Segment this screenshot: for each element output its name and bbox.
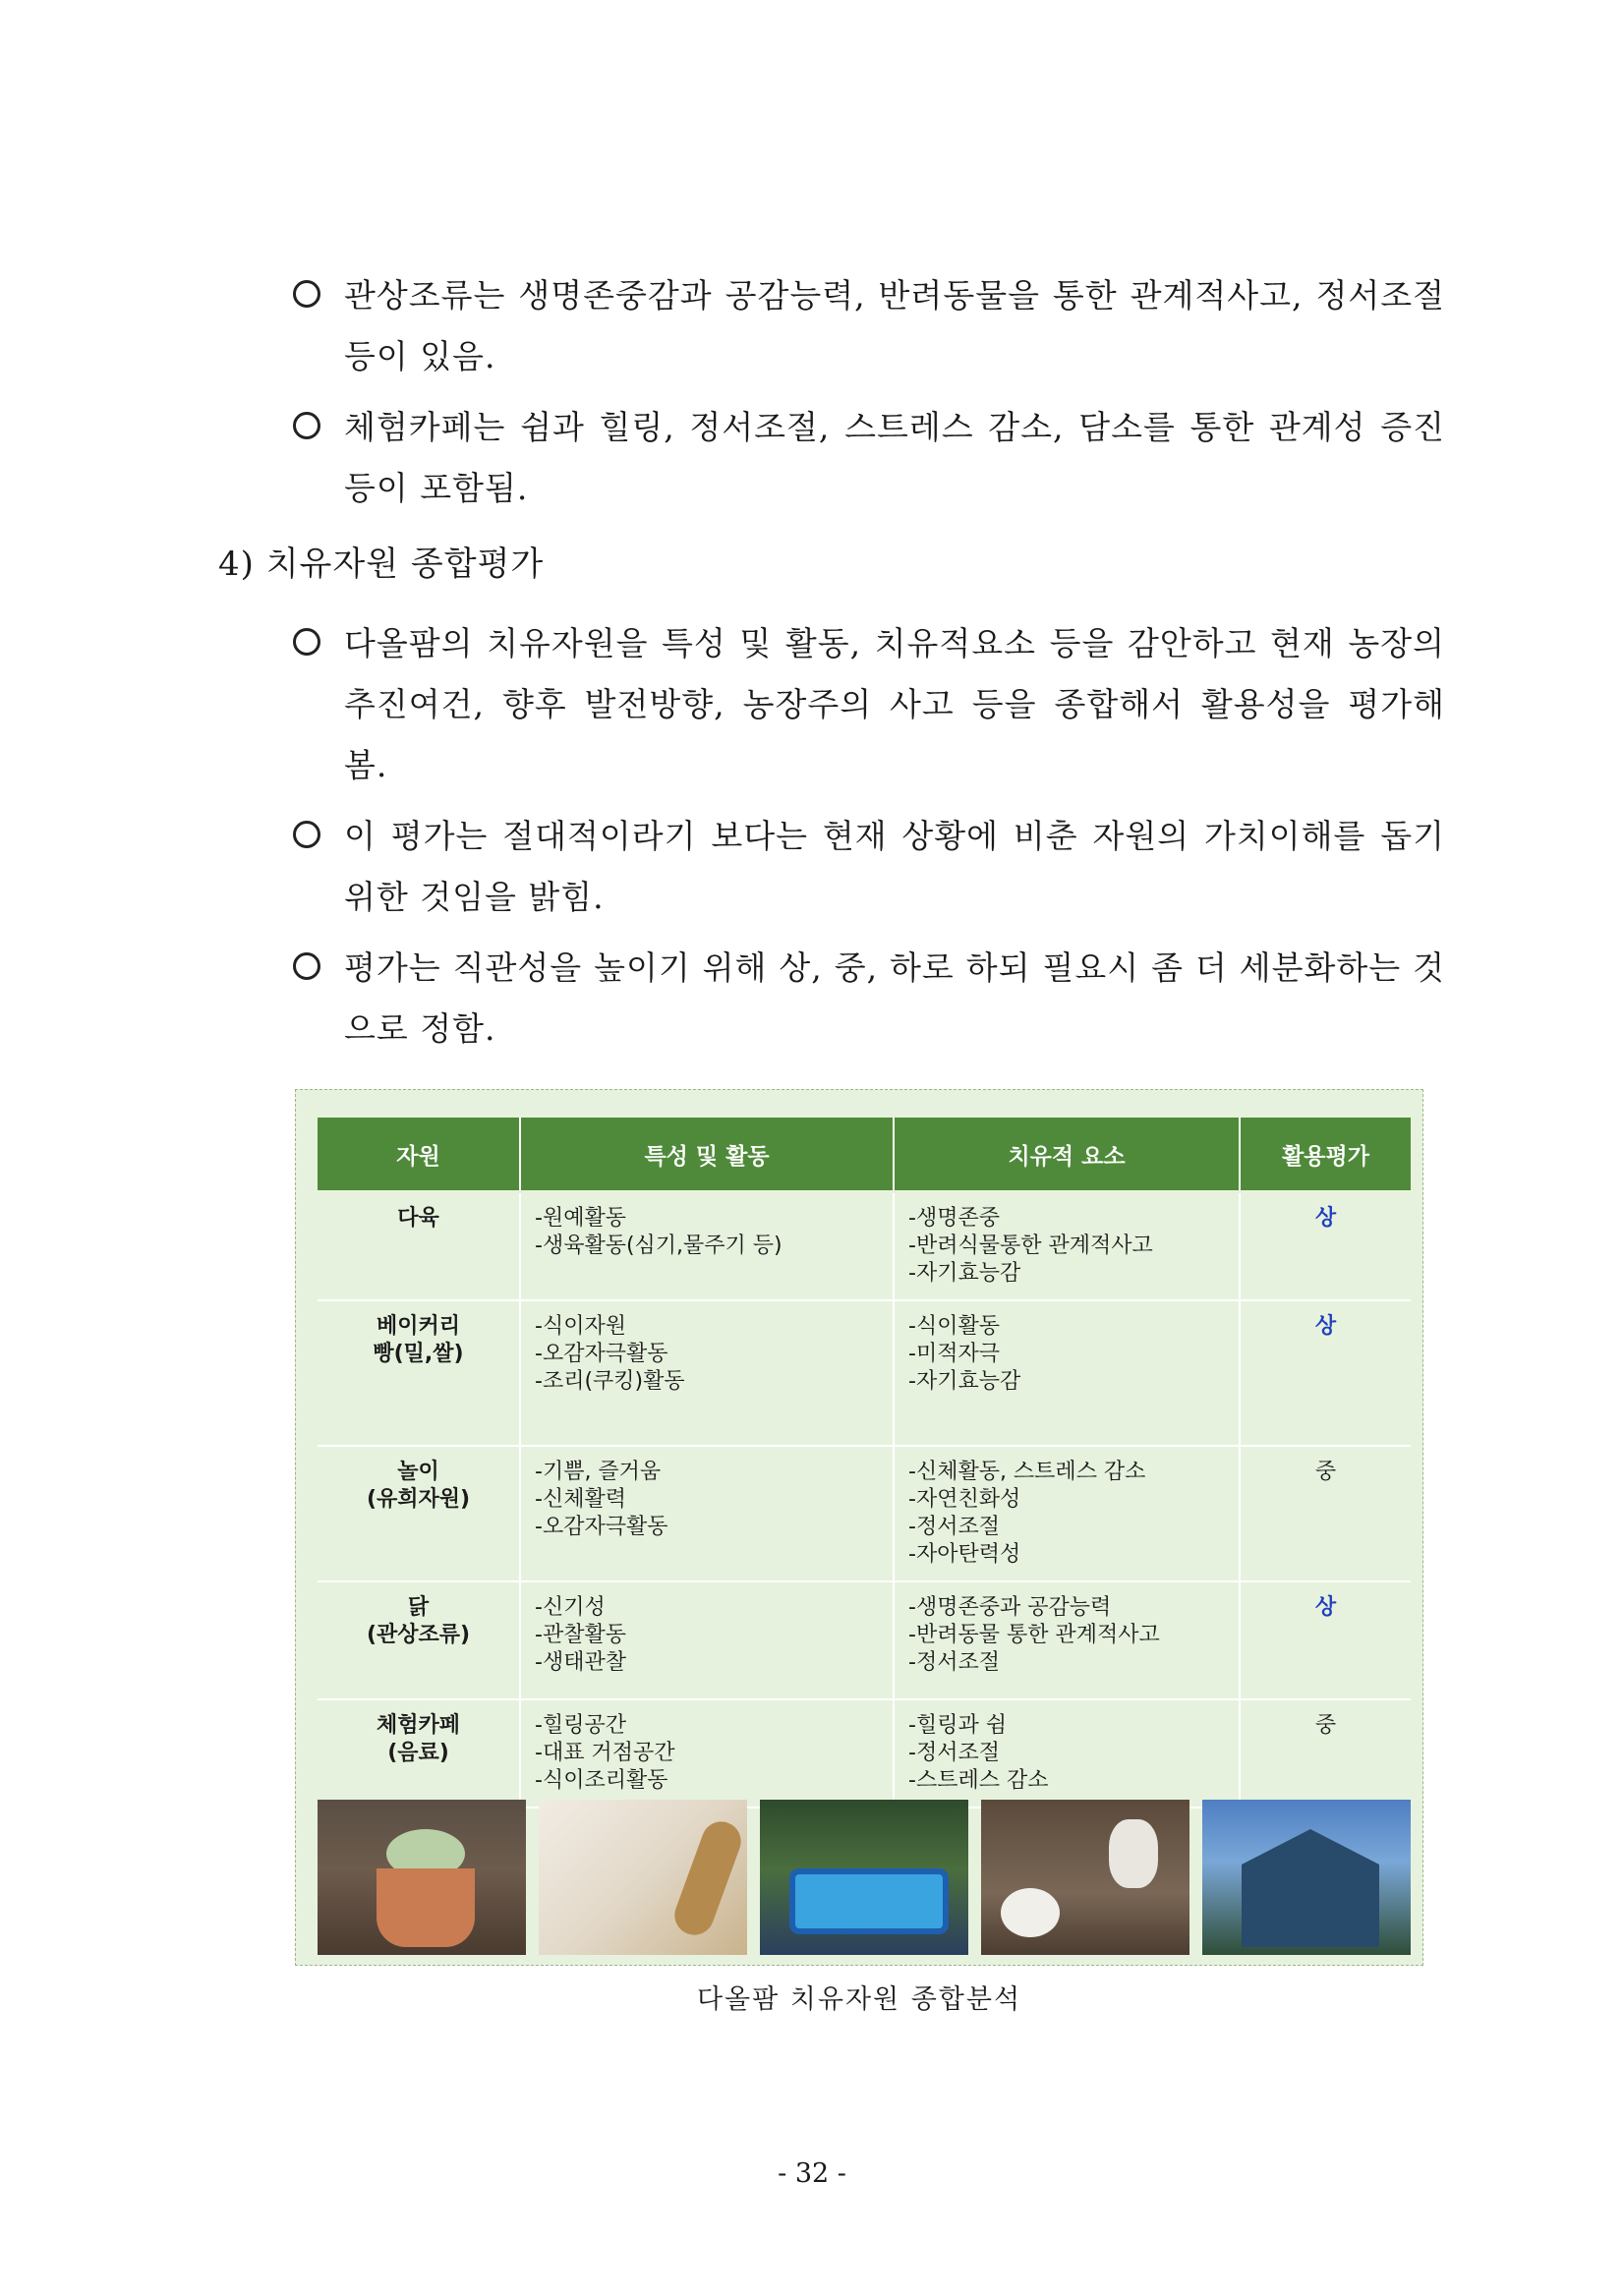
features-cell bbox=[520, 1699, 894, 1808]
healing-elements-cell-line: -신체활동, 스트레스 감소 bbox=[908, 1460, 1146, 1484]
play-pool-photo bbox=[760, 1800, 968, 1955]
chickens-photo bbox=[981, 1800, 1189, 1955]
evaluation-cell: 상 bbox=[1240, 1300, 1411, 1446]
column-header: 치유적 요소 bbox=[894, 1118, 1240, 1192]
bullet-text: 이 평가는 절대적이라기 보다는 현재 상황에 비춘 자원의 가치이해를 돕기위한 것임을 밝힘. bbox=[344, 817, 1445, 916]
evaluation-cell: 상 bbox=[1240, 1192, 1411, 1301]
healing-elements-cell-line: -반려식물통한 관계적사고 bbox=[908, 1234, 1153, 1258]
resource-name-cell bbox=[318, 1699, 520, 1808]
healing-elements-cell-line: -반려동물 통한 관계적사고 bbox=[908, 1623, 1160, 1647]
succulent-pot-photo bbox=[318, 1800, 526, 1955]
features-cell-line: -오감자극활동 bbox=[535, 1515, 668, 1539]
features-cell-line: -힐링공간 bbox=[535, 1713, 626, 1738]
figure-caption: 다올팜 치유자원 종합분석 bbox=[696, 1984, 1022, 2015]
features-cell-line: -식이자원 bbox=[535, 1314, 626, 1339]
healing-elements-cell-line: -자아탄력성 bbox=[908, 1542, 1021, 1567]
photo-strip bbox=[318, 1800, 1411, 1955]
circle-bullet-icon bbox=[293, 952, 320, 980]
healing-elements-cell-line: -자연친화성 bbox=[908, 1487, 1021, 1512]
table-row bbox=[318, 1192, 1411, 1301]
healing-elements-cell bbox=[894, 1446, 1240, 1581]
healing-elements-cell bbox=[894, 1192, 1240, 1301]
healing-elements-cell-line: -식이활동 bbox=[908, 1314, 1000, 1339]
features-cell-line: -신기성 bbox=[535, 1595, 606, 1620]
features-cell-line: -관찰활동 bbox=[535, 1623, 626, 1647]
bullet-text: 관상조류는 생명존중감과 공감능력, 반려동물을 통한 관계적사고, 정서조절 등이 있음. bbox=[344, 276, 1445, 375]
resource-name-cell bbox=[318, 1300, 520, 1446]
resource-name-cell bbox=[318, 1446, 520, 1581]
cafe-building-photo bbox=[1202, 1800, 1411, 1955]
features-cell-line: -식이조리활동 bbox=[535, 1768, 668, 1793]
bullet-paragraph bbox=[293, 613, 1445, 796]
features-cell-line: -생태관찰 bbox=[535, 1650, 626, 1675]
bullet-text: 체험카페는 쉼과 힐링, 정서조절, 스트레스 감소, 담소를 통한 관계성 증진 등이 포함됨. bbox=[344, 408, 1445, 507]
features-cell-line: -원예활동 bbox=[535, 1206, 626, 1231]
features-cell-line: -신체활력 bbox=[535, 1487, 626, 1512]
healing-elements-cell-line: -생명존중과 공감능력 bbox=[908, 1595, 1112, 1620]
bullet-paragraph bbox=[293, 265, 1445, 387]
bullet-text: 평가는 직관성을 높이기 위해 상, 중, 하로 하되 필요시 좀 더 세분화하는 것으로 정함. bbox=[344, 948, 1445, 1048]
features-cell bbox=[520, 1192, 894, 1301]
circle-bullet-icon bbox=[293, 412, 320, 439]
flour-wheat-photo bbox=[539, 1800, 747, 1955]
circle-bullet-icon bbox=[293, 628, 320, 656]
healing-elements-cell bbox=[894, 1699, 1240, 1808]
bullet-paragraph bbox=[293, 397, 1445, 519]
circle-bullet-icon bbox=[293, 821, 320, 848]
healing-elements-cell-line: -미적자극 bbox=[908, 1342, 1000, 1366]
table-row bbox=[318, 1699, 1411, 1808]
resource-name-cell-line: (유희자원) bbox=[366, 1487, 471, 1512]
table-row bbox=[318, 1446, 1411, 1581]
healing-elements-cell-line: -생명존중 bbox=[908, 1206, 1000, 1231]
page-number: - 32 - bbox=[778, 2158, 846, 2189]
healing-elements-cell-line: -정서조절 bbox=[908, 1650, 1000, 1675]
healing-elements-cell-line: -정서조절 bbox=[908, 1515, 1000, 1539]
circle-bullet-icon bbox=[293, 280, 320, 308]
features-cell-line: -오감자극활동 bbox=[535, 1342, 668, 1366]
bullet-paragraph bbox=[293, 806, 1445, 928]
healing-elements-cell-line: -정서조절 bbox=[908, 1741, 1000, 1765]
healing-elements-cell bbox=[894, 1300, 1240, 1446]
table-header-row bbox=[318, 1118, 1411, 1192]
features-cell bbox=[520, 1581, 894, 1699]
resource-name-cell-line: 체험카페 bbox=[376, 1713, 460, 1738]
evaluation-cell: 중 bbox=[1240, 1446, 1411, 1581]
features-cell-line: -생육활동(심기,물주기 등) bbox=[535, 1234, 783, 1258]
resource-name-cell-line: 다육 bbox=[397, 1206, 439, 1231]
healing-elements-cell-line: -자기효능감 bbox=[908, 1369, 1021, 1394]
column-header: 특성 및 활동 bbox=[520, 1118, 894, 1192]
resource-name-cell bbox=[318, 1192, 520, 1301]
column-header: 활용평가 bbox=[1240, 1118, 1411, 1192]
evaluation-cell: 중 bbox=[1240, 1699, 1411, 1808]
features-cell bbox=[520, 1446, 894, 1581]
table-row bbox=[318, 1581, 1411, 1699]
resource-name-cell-line: 베이커리 bbox=[376, 1314, 460, 1339]
evaluation-cell: 상 bbox=[1240, 1581, 1411, 1699]
resource-name-cell-line: 놀이 bbox=[397, 1460, 439, 1484]
column-header: 자원 bbox=[318, 1118, 520, 1192]
resource-name-cell bbox=[318, 1581, 520, 1699]
bullet-text: 다올팜의 치유자원을 특성 및 활동, 치유적요소 등을 감안하고 현재 농장의 추진여건, 향후 발전방향, 농장주의 사고 등을 종합해서 활용성을 평가해 봄. bbox=[344, 624, 1445, 784]
bullet-paragraph bbox=[293, 938, 1445, 1060]
table-row bbox=[318, 1300, 1411, 1446]
resource-evaluation-table bbox=[318, 1118, 1411, 1808]
section-heading: 4) 치유자원 종합평가 bbox=[218, 545, 545, 584]
features-cell-line: -대표 거점공간 bbox=[535, 1741, 675, 1765]
features-cell-line: -기쁨, 즐거움 bbox=[535, 1460, 662, 1484]
resource-name-cell-line: (관상조류) bbox=[366, 1623, 471, 1647]
resource-evaluation-figure bbox=[295, 1089, 1423, 1966]
resource-name-cell-line: 빵(밀,쌀) bbox=[373, 1342, 464, 1366]
features-cell bbox=[520, 1300, 894, 1446]
healing-elements-cell-line: -힐링과 쉼 bbox=[908, 1713, 1007, 1738]
healing-elements-cell bbox=[894, 1581, 1240, 1699]
resource-name-cell-line: (음료) bbox=[387, 1741, 449, 1765]
features-cell-line: -조리(쿠킹)활동 bbox=[535, 1369, 685, 1394]
healing-elements-cell-line: -스트레스 감소 bbox=[908, 1768, 1049, 1793]
healing-elements-cell-line: -자기효능감 bbox=[908, 1261, 1021, 1286]
resource-name-cell-line: 닭 bbox=[407, 1595, 430, 1620]
